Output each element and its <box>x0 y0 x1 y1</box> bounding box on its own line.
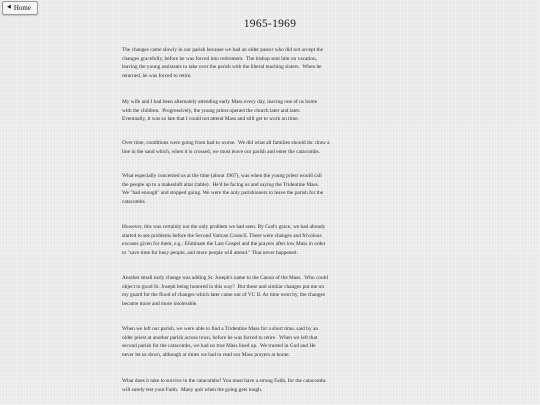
paragraph-line: became more and more intolerable. <box>122 300 198 307</box>
paragraph-line: The changes came slowly in our parish because we had an older pastor who did not accept the <box>122 47 324 53</box>
paragraph <box>122 274 418 308</box>
paragraph-line: catacombs. <box>122 198 146 205</box>
paragraph-line: However, this was certainly not the only problem we had seen. By God's grace, we had already <box>122 224 326 230</box>
home-button-label: Home <box>13 4 31 12</box>
paragraph-line: Eventually, it was so late that I could not attend Mass and still get to work on time. <box>122 116 300 123</box>
paragraph-line: the people up to a makeshift altar (table). He'd be facing us and saying the Tridentine Mass. <box>122 181 319 188</box>
paragraph-line: leaving the young assistants to take over the parish with the liberal teaching sisters. When he <box>122 64 322 71</box>
paragraph-line: changes gracefully, before he was forced into retirement. The bishop sent him on vacation, <box>122 55 317 62</box>
paragraph <box>122 172 418 206</box>
paragraph-line: What especially concerned us at the time (about 1967), was when the young priest would call <box>122 173 322 179</box>
paragraph-line: When we left our parish, we were able to find a Tridentine Mass for a short time, said by an <box>122 326 319 332</box>
paragraph-line: older priest at another parish across town, before he was forced to retire. When we left that <box>122 334 318 341</box>
paragraph-line: Another small early change was adding St. Joseph's name to the Canon of the Mass. Who could <box>122 275 328 281</box>
paragraph <box>122 223 418 257</box>
page-title: 1965-1969 <box>243 18 297 30</box>
paragraph <box>122 325 418 359</box>
paragraph-line: object to good St. Joseph being honored in this way? But these and similar changes put me on <box>122 283 324 290</box>
paragraph-line: excuses given for them, e.g.: Eliminate the Last Gospel and the prayers after low Mass in order <box>122 241 326 248</box>
paragraph-line: to "save time for busy people, and more people will attend." That never happened. <box>122 249 298 256</box>
paragraph-line: Over time, conditions were going from bad to worse. We did what all families should do: draw a <box>122 140 330 146</box>
paragraph <box>122 377 418 394</box>
paragraph-line: What does it take to survive in the catacombs? You must have a strong Faith, for the catacombs <box>122 378 326 384</box>
paragraph <box>122 139 418 156</box>
paragraph-line: will surely test your Faith. Many quit when the going gets tough. <box>122 386 263 393</box>
paragraph-line: second parish for the catacombs, we had no true Mass lined up. We trusted in God and He <box>122 343 316 350</box>
paragraph-line: started to see problems before the Second Vatican Council. There were changes and frivolous <box>122 232 322 239</box>
back-arrow-icon: ◀ <box>7 5 11 10</box>
paragraph-line: We "had enough" and stopped going. We were the only parishioners to leave the parish for the <box>122 190 324 197</box>
paragraph-line: never let us down, although at times we had to read our Mass prayers at home. <box>122 351 290 358</box>
home-button[interactable] <box>2 1 38 15</box>
paragraph <box>122 98 418 124</box>
paragraph-line: my guard for the flood of changes which later came out of VC II. As time went by, the changes <box>122 292 326 299</box>
paragraph-line: with the children. Progressively, the young priest opened the church later and later. <box>122 107 301 114</box>
paragraph-line: line in the sand which, when it is crossed, we must leave our parish and enter the catacombs. <box>122 148 320 155</box>
paragraph-line: returned, he was forced to retire. <box>122 72 192 79</box>
paragraph <box>122 46 418 80</box>
paragraph-line: My wife and I had been alternately attending early Mass every day, leaving one of us home <box>122 99 318 105</box>
